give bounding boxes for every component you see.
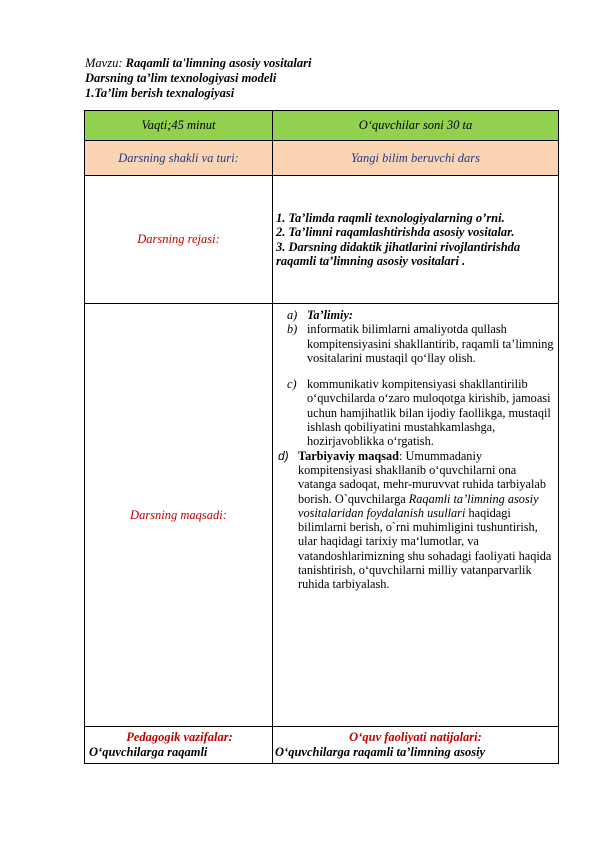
result-title: O‘quv faoliyati natijalari:	[349, 730, 482, 744]
plan-label: Darsning rejasi:	[85, 176, 273, 304]
topic-label: Mavzu	[85, 56, 119, 70]
goal-text-part: : Umummadaniy kompitensiyasi shakllanib o‘quvchilarni ona vatanga sadoqat, mehr-muruvvat ruhida tarbiyalab borish. O`quvchilarga	[298, 448, 546, 506]
plan-item: 2. Ta’limni raqamlashtirishda asosiy vositalar.	[276, 225, 515, 239]
goal-text: kommunikativ kompitensiyasi shakllantirilib o‘quvchilarda o‘zaro muloqotga kirishib, jamoasi uchun hamjihatlik bilan ijodiy faollikga, mustaqil ishlash qobiliyatini mustahkamlashga, hozirjavoblikka o‘rgatish.	[307, 377, 551, 449]
table-row-form	[85, 141, 559, 176]
goal-text: informatik bilimlarni amaliyotda qullash kompitensiyasini shakllantirib, raqamli ta’limning vositalarini mustaqil qo‘llay olish.	[307, 322, 554, 365]
goal-text-part: haqidagi bilimlarni berish, o`rni muhimligini tushuntirish, ular haqidagi tarixiy ma‘lumotlar, va vatandoshlarimizning shu sohadagi faoliyati haqida tanishtirish, o‘quvchilarni milliy vatanparvarlik ruhida tarbiyalash.	[298, 505, 552, 592]
goal-item	[283, 308, 554, 322]
section-title: 1.Ta’lim berish texnalogiyasi	[85, 86, 235, 100]
goals-cell	[273, 304, 559, 727]
ped-title: Pedagogik vazifalar:	[126, 730, 233, 744]
topic-line	[85, 56, 311, 70]
goals-list	[273, 304, 558, 592]
goal-text: Ta’limiy:	[307, 308, 353, 322]
ped-cell	[85, 727, 273, 764]
plan-cell	[273, 176, 559, 304]
goal-marker: d)	[278, 448, 289, 463]
goal-item	[283, 322, 554, 365]
table-row-goals	[85, 304, 559, 727]
table-row-plan	[85, 176, 559, 304]
goal-text	[298, 449, 554, 592]
ped-sub: O‘quvchilarga raqamli	[89, 744, 208, 759]
goal-marker: a)	[287, 308, 298, 322]
goal-label: Darsning maqsadi:	[85, 304, 273, 727]
form-value: Yangi bilim beruvchi dars	[273, 141, 559, 176]
table-row-time	[85, 111, 559, 141]
goal-marker: c)	[287, 377, 297, 392]
lesson-model-table	[84, 110, 559, 764]
goal-item	[278, 449, 554, 592]
students-cell: O‘quvchilar soni 30 ta	[273, 111, 559, 141]
plan-item: 1. Ta’limda raqmli texnologiyalarning o’rni.	[276, 210, 505, 225]
plan-item: 3. Darsning didaktik jihatlarini rivojlantirishda raqamli ta’limning asosiy vositalari .	[276, 239, 521, 268]
result-sub: O‘quvchilarga raqamli ta’limning asosiy	[275, 744, 486, 759]
result-cell	[273, 727, 559, 764]
goal-marker: b)	[287, 322, 298, 337]
goal-bold: Tarbiyaviy maqsad	[298, 448, 400, 463]
time-cell: Vaqti;45 minut	[85, 111, 273, 141]
form-label: Darsning shakli va turi:	[85, 141, 273, 176]
topic-text: Raqamli ta'limning asosiy vositalari	[122, 56, 312, 70]
table-row-tasks	[85, 727, 559, 764]
goal-italic: Raqamli ta’limning asosiy vositalaridan foydalanish usullari	[298, 491, 539, 520]
plan-list	[273, 211, 558, 269]
goal-item	[283, 377, 554, 448]
topic-colon: :	[118, 56, 123, 70]
model-title: Darsning ta’lim texnologiyasi modeli	[85, 71, 277, 85]
